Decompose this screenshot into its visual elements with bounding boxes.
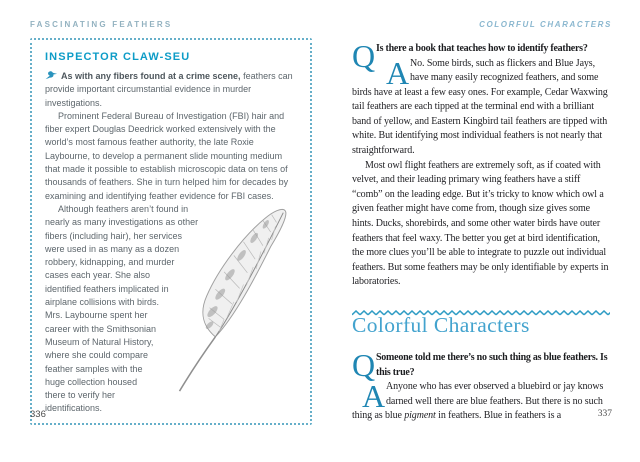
section-heading-colorful-characters: Colorful Characters	[352, 313, 530, 337]
inspector-callout-box	[30, 38, 312, 425]
callout-paragraph-laybourne: Although feathers aren’t found in nearly as many investigations as other fibers (including hair), her services were used in as many as a dozen robbery, kidnapping, and murder cases each year. She also identified feathers implicated in airplane collisions with birds. Mrs. Laybourne spent her career with the Smithsonian Museum of Natural History, where she could compare feather samples with the huge collection housed there to verify her identifications.	[45, 203, 199, 414]
callout-paragraph-intro	[45, 70, 297, 110]
answer-text-1: No. Some birds, such as flickers and Blue Jays, have many easily recognized feathers, and some birds have at least a few easy ones. For example, Cedar Waxwing tail feathers are each tipped at the terminal end with a brilliant band of yellow, and Eastern Kingbird tail feathers are tipped with white. But identifying most individual feathers is not nearly that straightforward.	[352, 57, 608, 157]
answer-italic-word: pigment	[404, 410, 436, 422]
dropcap-q: Q	[352, 38, 376, 74]
page-number-right: 337	[597, 409, 612, 419]
dropcap-q: Q	[352, 347, 376, 383]
callout-title: INSPECTOR CLAW-SEU	[45, 51, 191, 63]
page-number-left: 336	[30, 409, 46, 420]
page-left	[30, 20, 312, 425]
qa-block-identify-feathers	[352, 38, 612, 290]
running-head-right: COLORFUL CHARACTERS	[479, 20, 612, 29]
answer-text-before-italic: Anyone who has ever observed a bluebird or jay knows darned well there are blue feathers. But there is no such thing as blue	[352, 381, 604, 422]
running-head-left: FASCINATING FEATHERS	[30, 20, 173, 29]
callout-intro-bold: As with any fibers found at a crime scene,	[61, 71, 241, 81]
answer-text-after-italic: in feathers. Blue in feathers is a	[435, 410, 562, 422]
question-text: Someone told me there’s no such thing as blue feathers. Is this true?	[376, 352, 608, 378]
page-right	[352, 20, 612, 424]
answer-paragraph-2: Most owl flight feathers are extremely soft, as if coated with velvet, and their leading primary wing feathers have a stiff “comb” on the leading edge. But it’s tricky to know which owl a given feather might have come from, though size gives some hints. Ducks, shorebirds, and some other water birds have outer feathers that feel waxy. The better you get at bird identification, the more clues you’ll be able to integrate to puzzle out individual feathers. But some feathers may be only identifiable by experts in laboratories.	[352, 159, 609, 288]
callout-paragraph-fbi: Prominent Federal Bureau of Investigation (FBI) hair and fiber expert Douglas Deedrick worked extensively with the world’s most famous feather authority, the late Roxie Laybourne, to develop a permanent slide mounting medium that made it possible to establish microscopic data on tens of thousands of feathers. She in turn helped him for decades by examining and identifying feather evidence for FBI cases.	[45, 110, 289, 201]
zigzag-divider	[352, 303, 612, 309]
question-text: Is there a book that teaches how to identify feathers?	[376, 43, 588, 54]
dropcap-a: A	[362, 378, 386, 414]
callout-intro-rest: feathers can provide important circumstantial evidence in murder investigations.	[45, 71, 293, 108]
bird-icon	[45, 70, 58, 80]
dropcap-a: A	[386, 54, 410, 91]
callout-paragraph-wrap	[45, 203, 297, 416]
answer-paragraph	[352, 54, 612, 159]
